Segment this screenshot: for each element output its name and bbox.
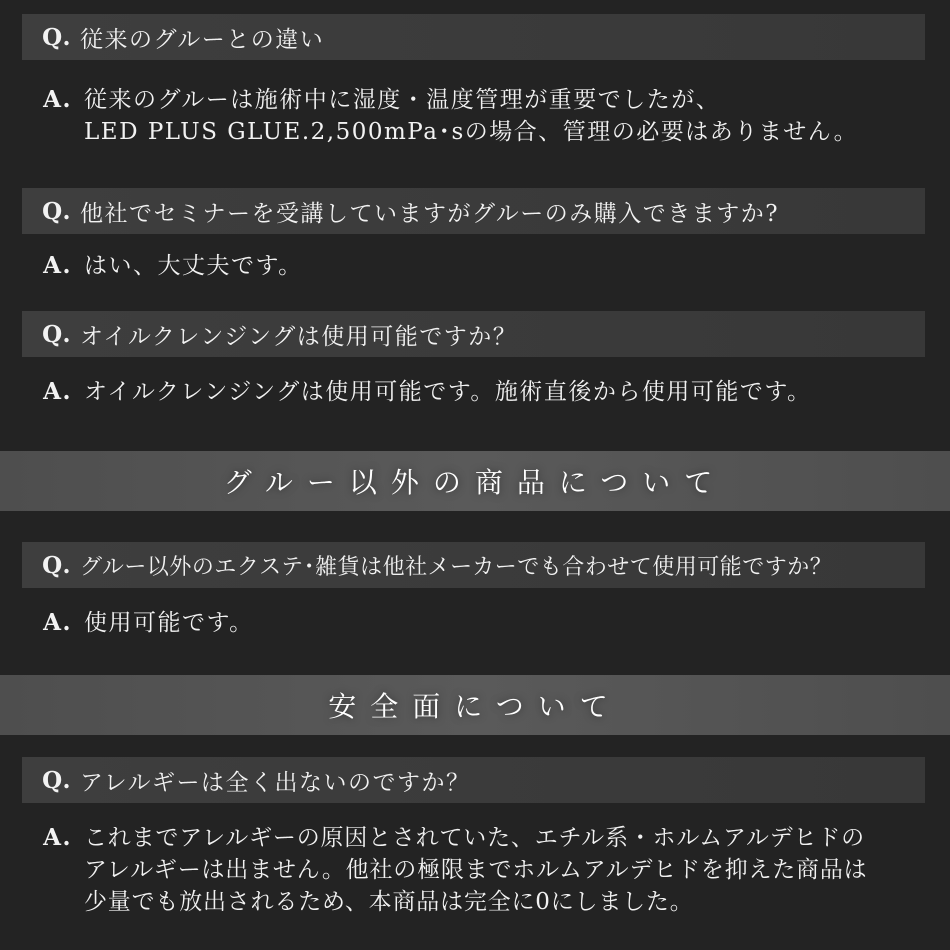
question-text: 従来のグルーとの違い — [80, 26, 325, 53]
answer-line: オイルクレンジングは使用可能です。施術直後から使用可能です。 — [84, 379, 812, 405]
answer-mark: A. — [43, 824, 72, 851]
faq-answer — [22, 607, 932, 639]
answer-line: LED PLUS GLUE.2,500mPa･sの場合、管理の必要はありません。 — [84, 119, 859, 145]
section-title: 安全面について — [328, 690, 622, 723]
question-mark: Q. — [42, 320, 72, 348]
question-text: 他社でセミナーを受講していますがグルーのみ購入できますか? — [80, 200, 780, 227]
question-text: アレルギーは全く出ないのですか？ — [80, 769, 471, 796]
faq-answer — [22, 250, 932, 282]
answer-line: 従来のグルーは施術中に湿度・温度管理が重要でしたが、 — [84, 87, 721, 113]
faq-question-bar — [22, 757, 925, 803]
question-mark: Q. — [42, 551, 72, 579]
question-mark: Q. — [42, 766, 72, 794]
faq-answer — [22, 376, 932, 408]
answer-line: 少量でも放出されるため、本商品は完全に0にしました。 — [84, 889, 694, 915]
question-text: グルー以外のエクステ･雑貨は他社メーカーでも合わせて使用可能ですか？ — [80, 554, 833, 580]
section-header-safety — [0, 675, 950, 735]
section-header-other-products — [0, 451, 950, 511]
answer-mark: A. — [43, 378, 72, 405]
faq-answer — [22, 822, 932, 918]
answer-mark: A. — [43, 86, 72, 113]
faq-question-bar — [22, 311, 925, 357]
answer-line: アレルギーは出ません。他社の極限までホルムアルデヒドを抑えた商品は — [84, 857, 868, 883]
answer-mark: A. — [43, 252, 72, 279]
section-title: グルー以外の商品について — [223, 466, 727, 499]
faq-answer — [22, 84, 932, 148]
question-text: オイルクレンジングは使用可能ですか？ — [80, 323, 518, 350]
answer-line: はい、大丈夫です。 — [84, 253, 303, 279]
faq-question-bar — [22, 188, 925, 234]
faq-question-bar — [22, 14, 925, 60]
question-mark: Q. — [42, 23, 72, 51]
faq-question-bar — [22, 542, 925, 588]
answer-line: 使用可能です。 — [84, 610, 254, 636]
question-mark: Q. — [42, 197, 72, 225]
answer-line: これまでアレルギーの原因とされていた、エチル系・ホルムアルデヒドの — [84, 825, 865, 851]
answer-mark: A. — [43, 609, 72, 636]
